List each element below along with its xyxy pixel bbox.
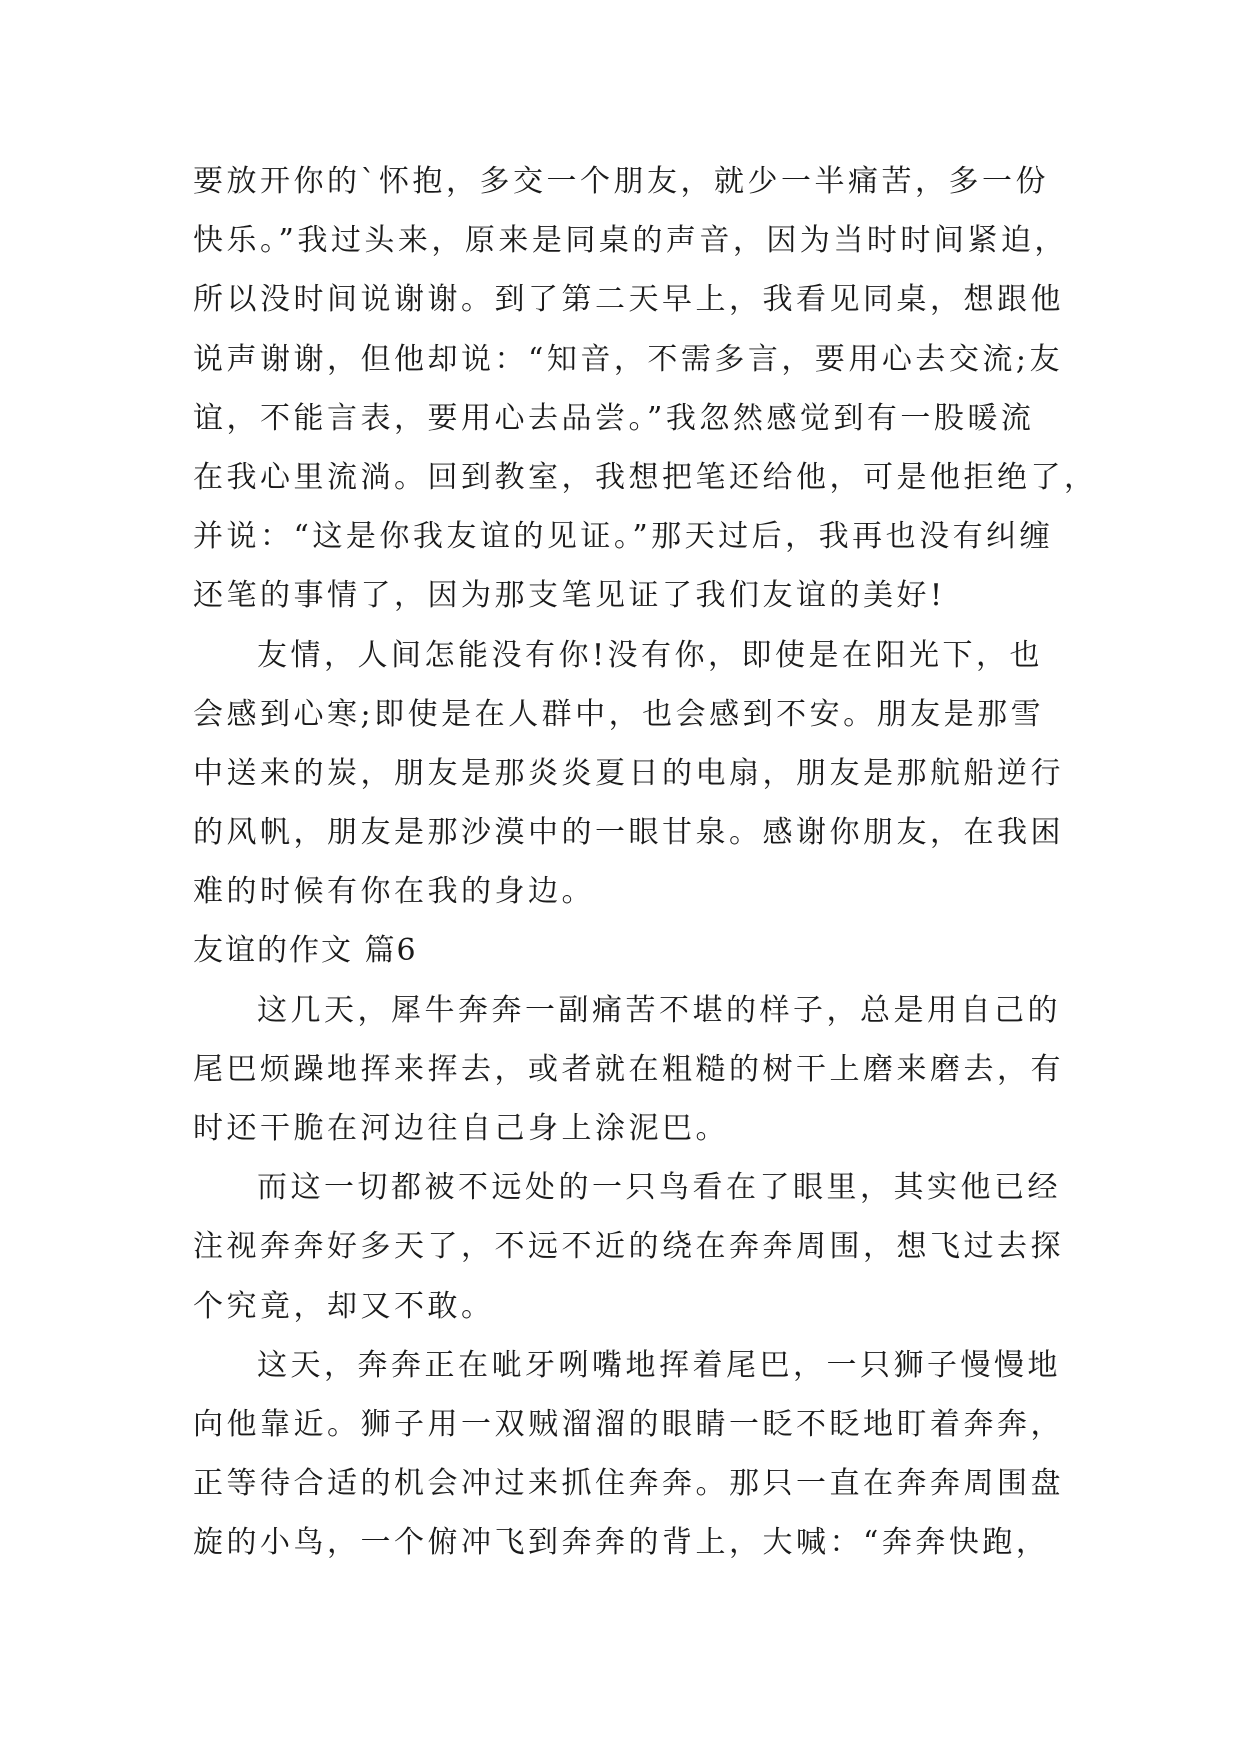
text-line: 难的时候有你在我的身边。 [193, 874, 595, 910]
text-line: 注视奔奔好多天了，不远不近的绕在奔奔周围，想飞过去探 [193, 1229, 1064, 1265]
paragraph-start-line: 而这一切都被不远处的一只鸟看在了眼里，其实他已经 [257, 1170, 1061, 1206]
text-line: 所以没时间说谢谢。到了第二天早上，我看见同桌，想跟他 [193, 282, 1064, 318]
text-line: 会感到心寒;即使是在人群中，也会感到不安。朋友是那雪 [193, 696, 1045, 732]
text-line: 尾巴烦躁地挥来挥去，或者就在粗糙的树干上磨来磨去，有 [193, 1051, 1064, 1087]
document-body [193, 152, 1098, 1573]
text-line: 旋的小鸟，一个俯冲飞到奔奔的背上，大喊：“奔奔快跑， [193, 1525, 1050, 1561]
text-line: 并说：“这是你我友谊的见证。”那天过后，我再也没有纠缠 [193, 519, 1054, 555]
paragraph-start-line: 这几天，犀牛奔奔一副痛苦不堪的样子，总是用自己的 [257, 992, 1061, 1028]
text-line: 个究竟，却又不敢。 [193, 1288, 495, 1324]
text-line: 向他靠近。狮子用一双贼溜溜的眼睛一眨不眨地盯着奔奔， [193, 1406, 1064, 1442]
text-line: 正等待合适的机会冲过来抓住奔奔。那只一直在奔奔周围盘 [193, 1466, 1064, 1502]
text-line: 快乐。”我过头来，原来是同桌的声音，因为当时时间紧迫， [193, 223, 1068, 259]
text-line: 在我心里流淌。回到教室，我想把笔还给他，可是他拒绝了， [193, 459, 1098, 495]
paragraph-start-line: 这天，奔奔正在呲牙咧嘴地挥着尾巴，一只狮子慢慢地 [257, 1347, 1061, 1383]
text-line: 说声谢谢，但他却说：“知音，不需多言，要用心去交流;友 [193, 341, 1063, 377]
section-heading: 友谊的作文 篇6 [193, 933, 418, 969]
text-line: 要放开你的`怀抱，多交一个朋友，就少一半痛苦，多一份 [193, 164, 1049, 199]
text-line: 谊，不能言表，要用心去品尝。”我忽然感觉到有一股暖流 [193, 400, 1035, 436]
text-line: 时还干脆在河边往自己身上涂泥巴。 [193, 1111, 729, 1146]
paragraph-start-line: 友情，人间怎能没有你!没有你，即使是在阳光下，也 [257, 637, 1044, 673]
text-line: 的风帆，朋友是那沙漠中的一眼甘泉。感谢你朋友，在我困 [193, 815, 1064, 851]
text-line: 中送来的炭，朋友是那炎炎夏日的电扇，朋友是那航船逆行 [193, 755, 1064, 791]
text-line: 还笔的事情了，因为那支笔见证了我们友谊的美好! [193, 578, 946, 614]
